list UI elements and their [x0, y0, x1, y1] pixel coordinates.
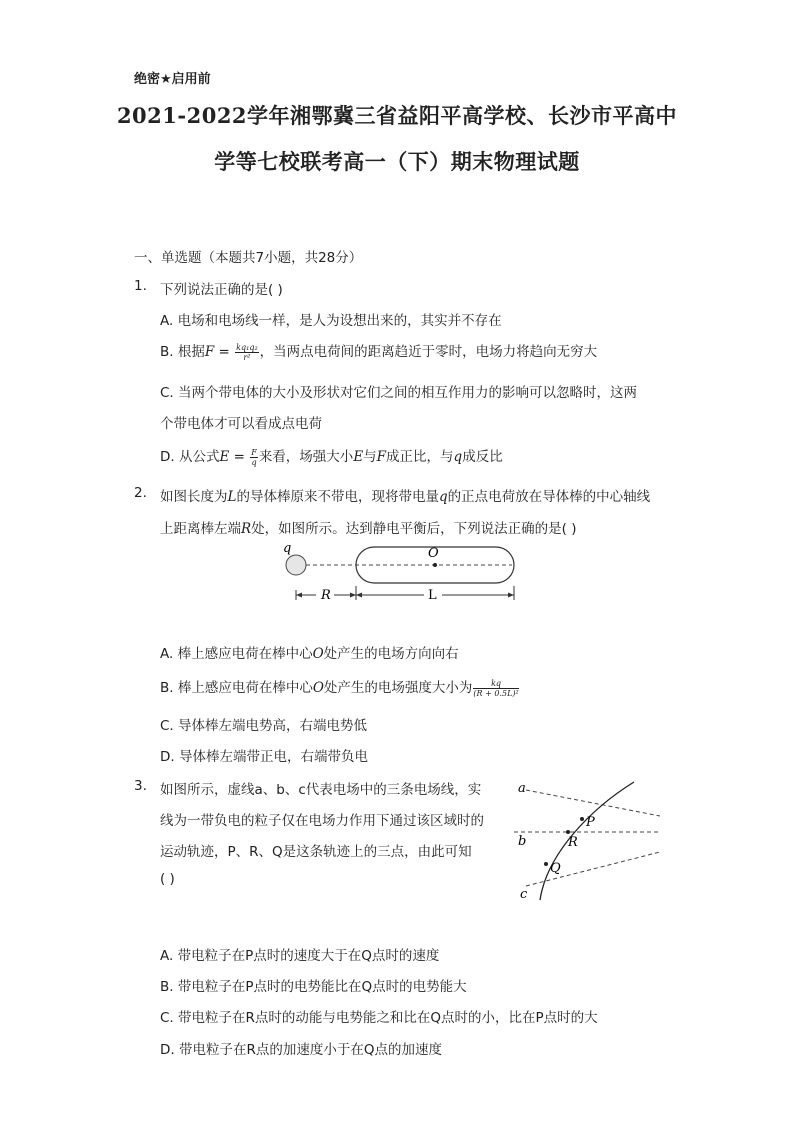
q2-stem-line1: 如图长度为L的导体棒原来不带电，现将带电量q的正点电荷放在导体棒的中心轴线 [160, 489, 651, 505]
q3-stem-line1: 如图所示，虚线a、b、c代表电场中的三条电场线，实 [160, 782, 482, 798]
q2-option-c: C. 导体棒左端电势高，右端电势低 [160, 718, 368, 734]
exam-title-line2: 学等七校联考高一（下）期末物理试题 [214, 149, 580, 174]
q3-stem-line2: 线为一带负电的粒子仅在电场力作用下通过该区域时的 [160, 813, 484, 829]
figure-label-q: q [283, 541, 292, 556]
coulomb-fraction: $\frac{\text{kq₁q₂}}{\text{r²}}$ [236, 342, 258, 362]
q3-option-b: B. 带电粒子在P点时的电势能比在Q点时的电势能大 [160, 979, 467, 995]
q3-option-d: D. 带电粒子在R点的加速度小于在Q点的加速度 [160, 1042, 442, 1058]
field-lines-figure [512, 778, 664, 902]
induced-field-fraction: $\frac{kq}{\text{(R + 0.5L)²}}$ [473, 678, 519, 698]
field-fraction: $\frac{F}{q}$ [251, 447, 257, 467]
q3-stem-line4: ( ) [160, 871, 175, 887]
point-r [566, 830, 570, 834]
q3-stem-line3: 运动轨迹，P、R、Q是这条轨迹上的三点，由此可知 [160, 844, 472, 860]
q2-stem-line2: 上距离棒左端R处，如图所示。达到静电平衡后，下列说法正确的是( ) [160, 521, 577, 537]
arrow-head [508, 593, 514, 598]
figure-label-c: c [520, 887, 528, 902]
q1-number: 1. [134, 278, 147, 294]
arrow-head [296, 593, 302, 598]
q2-option-b: B. 棒上感应电荷在棒中心O处产生的电场强度大小为 $\frac{kq}{\text{(R + 0.5L)²}}$ [160, 678, 519, 698]
field-line-c [526, 852, 660, 886]
q2-number: 2. [134, 485, 147, 501]
particle-trajectory [540, 782, 634, 900]
conductor-rod-figure [278, 538, 528, 608]
figure-label-o: O [428, 546, 439, 561]
q1-option-b: B. 根据F = $\frac{\text{kq₁q₂}}{\text{r²}}$ ，当两点电荷间的距离趋近于零时，电场力将趋向无穷大 [160, 342, 598, 362]
exam-title-line1: 2021-2022学年湘鄂冀三省益阳平高学校、长沙市平高中 [116, 103, 678, 128]
rod-center-point [433, 563, 437, 567]
q2-option-d: D. 导体棒左端带正电，右端带负电 [160, 749, 368, 765]
figure-label-l: L [428, 588, 437, 603]
field-line-a [526, 790, 660, 816]
figure-label-r: R [321, 588, 331, 603]
q3-number: 3. [134, 778, 147, 794]
q3-option-a: A. 带电粒子在P点时的速度大于在Q点时的速度 [160, 948, 440, 964]
confidential-label: 绝密★启用前 [134, 72, 211, 87]
q1-option-c-line2: 个带电体才可以看成点电荷 [160, 416, 322, 432]
q2-option-a: A. 棒上感应电荷在棒中心O处产生的电场方向向右 [160, 646, 459, 662]
figure-label-b: b [518, 834, 527, 849]
figure-label-r: R [568, 835, 578, 850]
q1-option-c-line1: C. 当两个带电体的大小及形状对它们之间的相互作用力的影响可以忽略时，这两 [160, 385, 638, 401]
q1-option-d: D. 从公式E = $\frac{F}{q}$ 来看，场强大小E与F成正比，与q成反比 [160, 447, 503, 467]
figure-label-q: Q [550, 861, 561, 876]
arrow-head [356, 593, 362, 598]
arrow-head [350, 593, 356, 598]
q3-option-c: C. 带电粒子在R点时的动能与电势能之和比在Q点时的小，比在P点时的大 [160, 1010, 598, 1026]
point-p [580, 817, 584, 821]
q1-stem: 下列说法正确的是( ) [160, 282, 283, 298]
figure-label-p: P [586, 815, 595, 830]
section-heading: 一、单选题（本题共7小题，共28分） [134, 250, 363, 266]
q1-option-a: A. 电场和电场线一样，是人为设想出来的，其实并不存在 [160, 313, 502, 329]
point-charge [286, 555, 306, 575]
point-q [544, 862, 548, 866]
figure-label-a: a [518, 781, 526, 796]
